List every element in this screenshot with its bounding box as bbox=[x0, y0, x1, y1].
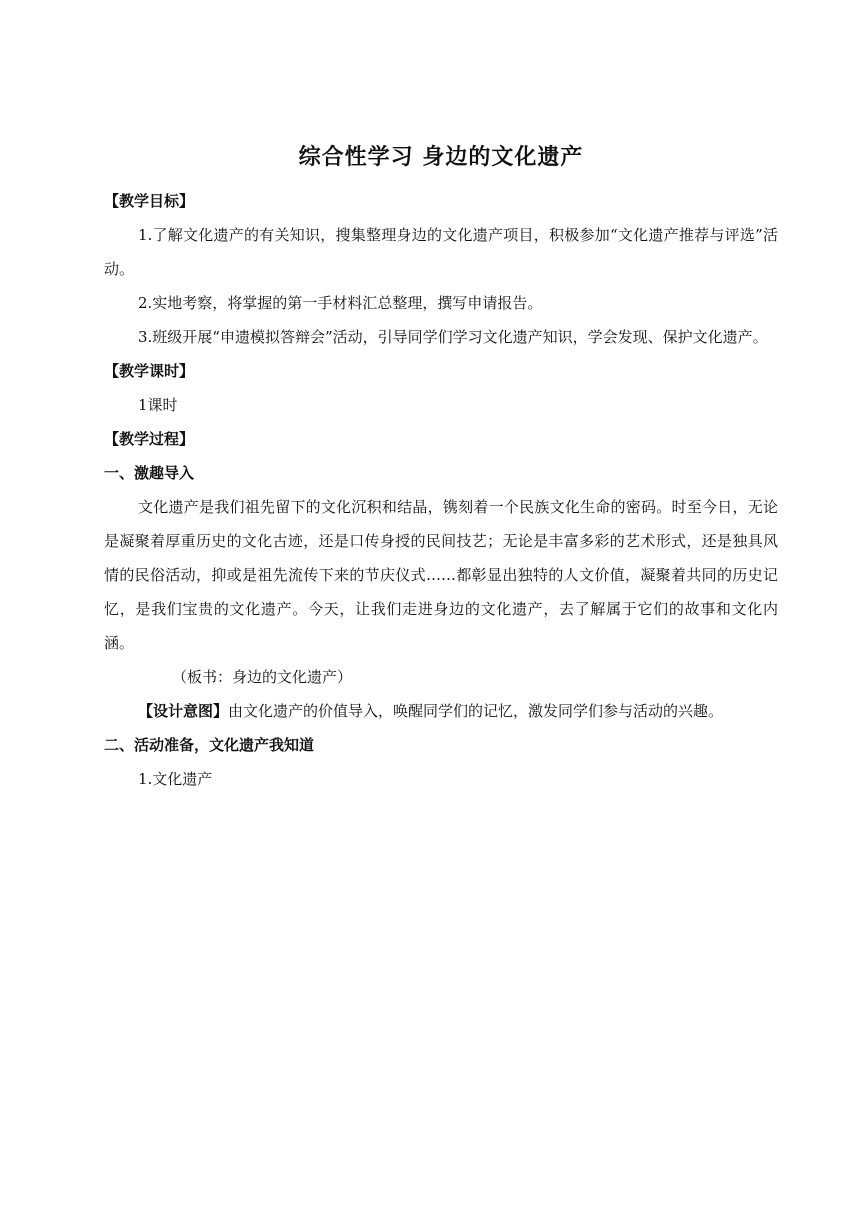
part1-paragraph: 文化遗产是我们祖先留下的文化沉积和结晶，镌刻着一个民族文化生命的密码。时至今日，无论是凝聚着厚重历史的文化古迹，还是口传身授的民间技艺；无论是丰富多彩的艺术形式，还是独具风情的民俗活动，抑或是祖先流传下来的节庆仪式……都彰显出独特的人文价值，凝聚着共同的历史记忆，是我们宝贵的文化遗产。今天，让我们走进身边的文化遗产，去了解属于它们的故事和文化内涵。 bbox=[104, 498, 778, 652]
design-intent-paragraph bbox=[104, 694, 778, 728]
hours-value: 1课时 bbox=[138, 396, 178, 414]
process-heading: 【教学过程】 bbox=[104, 430, 195, 448]
part2-heading: 二、活动准备，文化遗产我知道 bbox=[104, 736, 315, 754]
part1-heading: 一、激趣导入 bbox=[104, 464, 195, 482]
design-intent-label: 【设计意图】 bbox=[138, 702, 229, 720]
goals-heading: 【教学目标】 bbox=[104, 192, 195, 210]
board-note: （板书：身边的文化遗产） bbox=[172, 668, 353, 686]
part2-item-1: 1.文化遗产 bbox=[138, 770, 213, 788]
goal-item-1: 1.了解文化遗产的有关知识，搜集整理身边的文化遗产项目，积极参加“文化遗产推荐与评选”活动。 bbox=[104, 226, 778, 278]
document-title: 综合性学习 身边的文化遗产 bbox=[298, 145, 584, 170]
document-page bbox=[104, 138, 778, 796]
goal-item-3: 3.班级开展“申遗模拟答辩会”活动，引导同学们学习文化遗产知识，学会发现、保护文化遗产。 bbox=[138, 328, 768, 346]
design-intent-text: 由文化遗产的价值导入，唤醒同学们的记忆，激发同学们参与活动的兴趣。 bbox=[228, 702, 724, 720]
hours-heading: 【教学课时】 bbox=[104, 362, 195, 380]
goal-item-2: 2.实地考察，将掌握的第一手材料汇总整理，撰写申请报告。 bbox=[138, 294, 543, 312]
